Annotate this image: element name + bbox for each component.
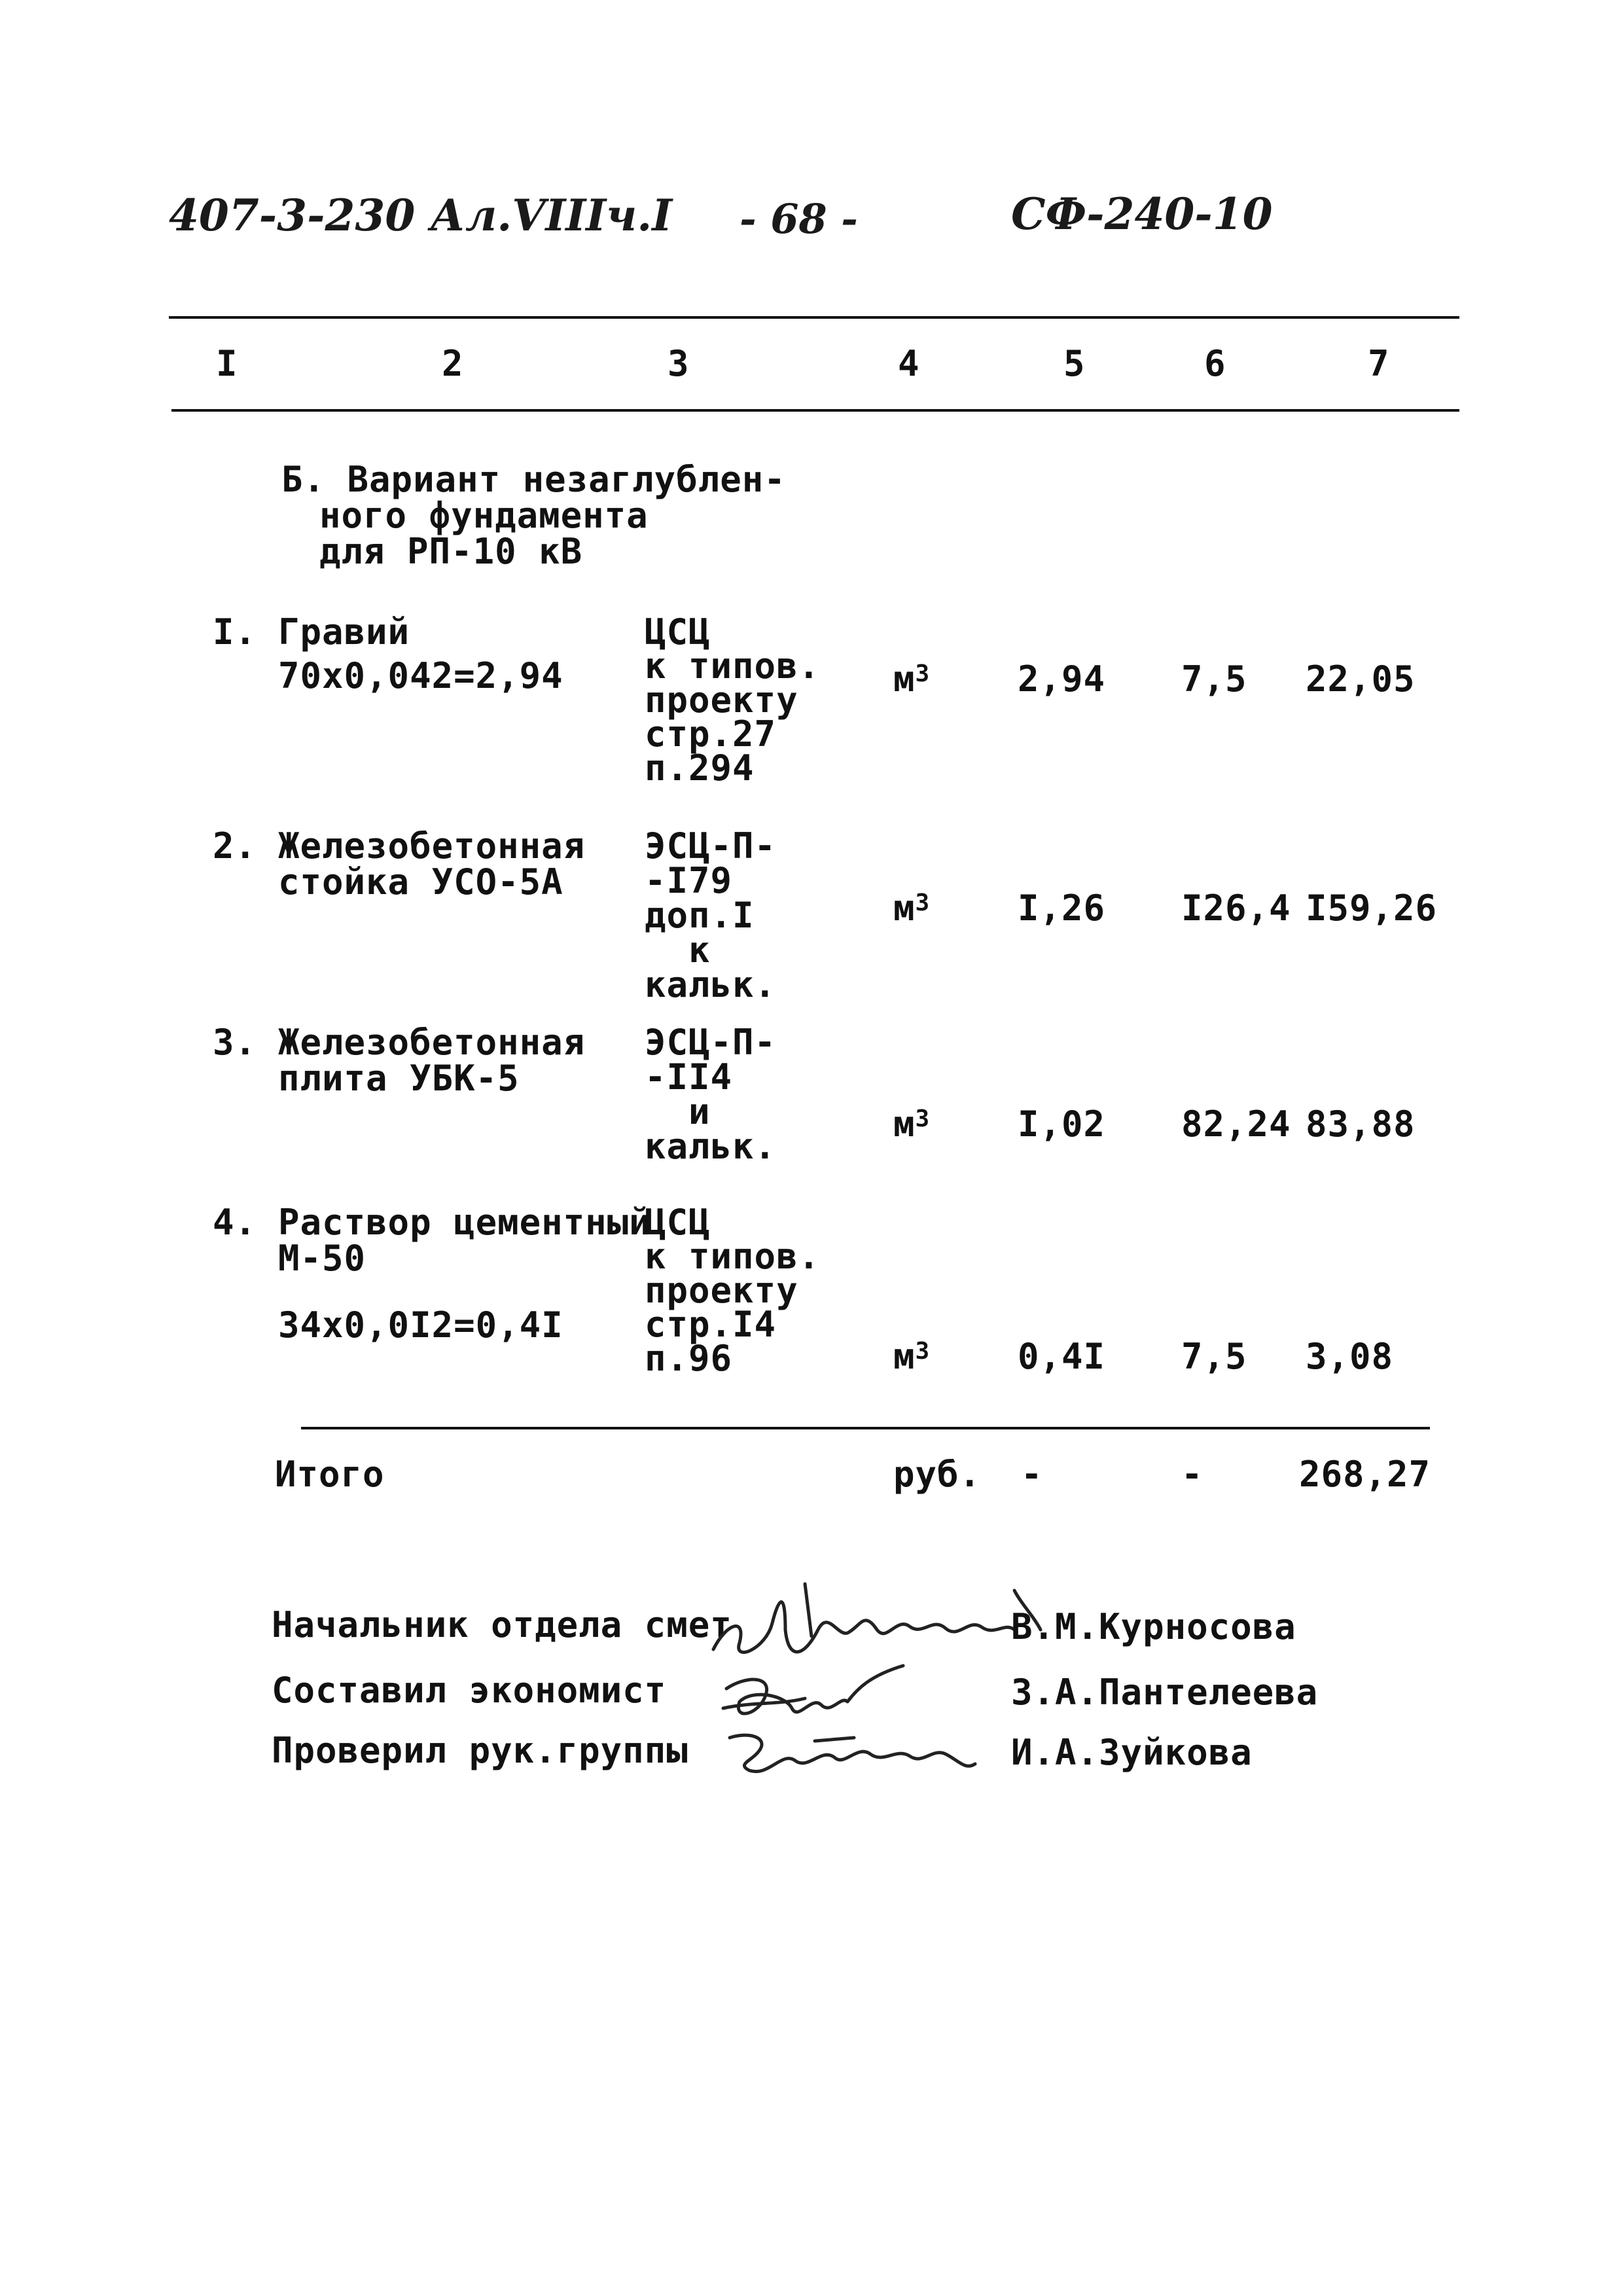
row-unit: $м^3$ [893,1336,931,1377]
column-header-5: 5 [1063,343,1086,384]
total-label: Итого [275,1454,385,1495]
row-price: 7,5 [1181,1336,1247,1377]
row-quantity: I,02 [1018,1103,1106,1145]
row-basis: ЦСЦ [645,611,711,653]
header-bottom-rule [171,409,1459,412]
row-name: плита УБК-5 [278,1058,520,1099]
row-total: 83,88 [1306,1103,1416,1145]
column-header-2: 2 [442,343,464,384]
row-calc: 70х0,042=2,94 [278,655,563,696]
row-name: Гравий [278,611,410,653]
total-rule [275,1427,1430,1429]
row-basis: ЭСЦ-П- [645,825,777,867]
row-name: Железобетонная [278,1022,586,1063]
row-name: Железобетонная [278,825,586,867]
row-basis: -II4 [645,1056,733,1098]
section-title-line-1: Б. Вариант незаглублен- [281,459,786,500]
row-total: 22,05 [1306,658,1416,700]
column-header-4: 4 [898,343,920,384]
signature-role: Проверил рук.группы [272,1730,688,1771]
row-price: 82,24 [1181,1103,1291,1145]
row-basis: и [645,1091,711,1132]
total-sum: 268,27 [1299,1454,1431,1495]
section-title-line-2: ного фундамента [319,495,649,536]
total-rule-gap [275,1427,301,1429]
signature-role: Составил экономист [272,1670,667,1711]
row-calc: 34х0,0I2=0,4I [278,1304,563,1346]
column-header-1: I [216,343,238,384]
row-unit: $м^3$ [893,888,931,929]
row-price: 7,5 [1181,658,1247,700]
row-basis: проекту [645,679,798,721]
total-quantity: - [1021,1454,1043,1495]
sheet-code: СФ-240-10 [1011,188,1273,240]
column-header-3: 3 [668,343,690,384]
row-quantity: 2,94 [1018,658,1106,700]
signature-role: Начальник отдела смет [272,1604,732,1645]
row-basis: п.294 [645,747,755,789]
column-header-6: 6 [1204,343,1226,384]
row-price: I26,4 [1181,888,1291,929]
signature-name: И.А.Зуйкова [1011,1732,1253,1773]
row-number: I. [213,611,257,653]
row-basis: доп.I [645,895,755,936]
row-basis: ЦСЦ [645,1202,711,1243]
row-total: 3,08 [1306,1336,1394,1377]
column-header-7: 7 [1368,343,1390,384]
row-number: 3. [213,1022,257,1063]
header-top-rule [169,316,1459,319]
row-quantity: 0,4I [1018,1336,1106,1377]
row-total: I59,26 [1306,888,1438,929]
row-unit: $м^3$ [893,1103,931,1145]
handwritten-signature [723,1712,985,1790]
row-quantity: I,26 [1018,888,1106,929]
row-number: 2. [213,825,257,867]
row-basis: кальк. [645,1126,777,1167]
row-name: Раствор цементный [278,1202,651,1243]
row-number: 4. [213,1202,257,1243]
row-basis: проекту [645,1270,798,1311]
total-price: - [1181,1454,1204,1495]
row-basis: п.96 [645,1338,733,1379]
row-unit: $м^3$ [893,658,931,700]
total-unit: руб. [893,1454,982,1495]
row-name: М-50 [278,1238,366,1279]
doc-code: 407-3-230 Ал.VIIIч.I [169,190,673,241]
page-number: - 68 - [740,195,858,243]
row-basis: к типов. [645,645,821,687]
signature-name: В.М.Курносова [1011,1606,1296,1647]
row-basis: к [645,929,711,971]
section-title-line-3: для РП-10 кВ [319,531,583,572]
row-basis: стр.27 [645,713,777,755]
row-basis: -I79 [645,860,733,901]
row-basis: стр.I4 [645,1304,777,1345]
row-name: стойка УСО-5А [278,861,563,903]
signature-name: З.А.Пантелеева [1011,1672,1319,1713]
row-basis: к типов. [645,1236,821,1277]
row-basis: ЭСЦ-П- [645,1022,777,1063]
row-basis: кальк. [645,964,777,1005]
